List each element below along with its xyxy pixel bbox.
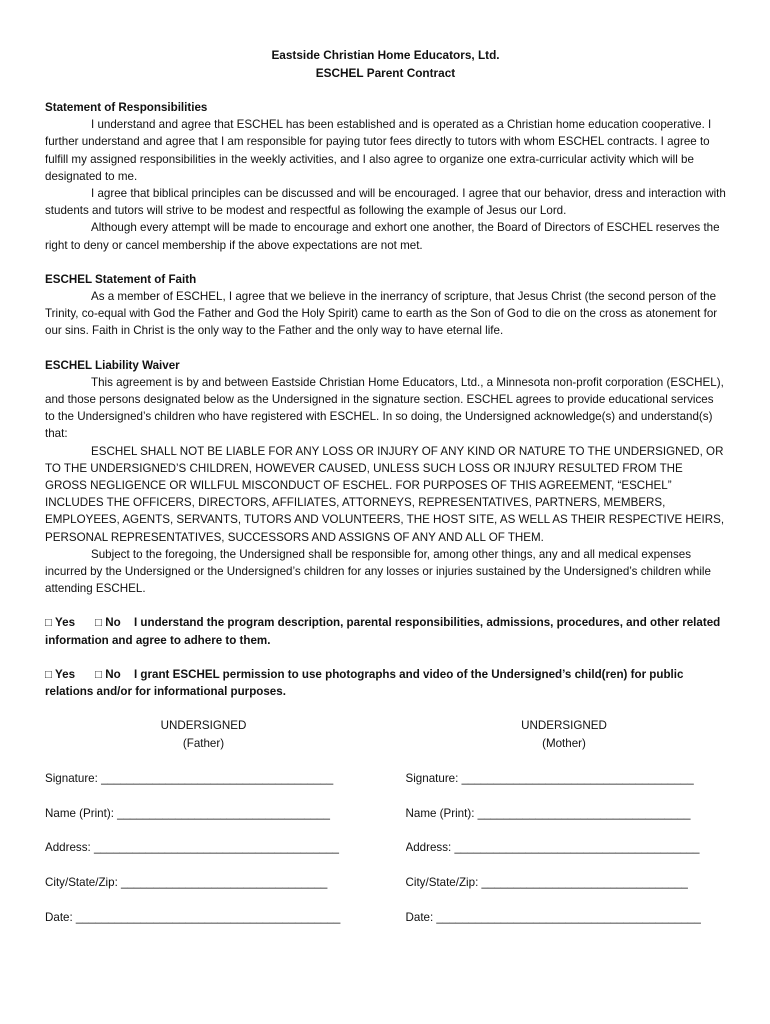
signature-section (45, 717, 726, 943)
paragraph: I understand and agree that ESCHEL has been established and is operated as a Christian home education cooperative. I further understand and agree that I am responsible for paying tutor fees directly to tutors with whom ESCHEL contracts. I agree to fulfill my assigned responsibilities in the weekly activities, and I also agree to organize one extra-curricular activity which will be designated to me. (45, 118, 712, 183)
signer-role: (Mother) (542, 736, 586, 750)
city-state-zip-field[interactable]: City/State/Zip: ________________________________ (405, 876, 688, 890)
section-title: Statement of Responsibilities (45, 101, 208, 114)
section-liability-waiver (45, 357, 726, 598)
consent-program-adherence (45, 614, 726, 648)
no-checkbox[interactable]: □ (95, 616, 103, 630)
paragraph: I agree that biblical principles can be discussed and will be encouraged. I agree that our behavior, dress and interaction with students and tutors will strive to be modest and respectful as following the example of Jesus our Lord. (45, 187, 726, 218)
signature-field[interactable]: Signature: ____________________________________ (45, 772, 334, 786)
no-label: No (105, 616, 121, 630)
section-statement-of-faith (45, 271, 726, 340)
date-field[interactable]: Date: _________________________________________ (405, 910, 701, 924)
address-field[interactable]: Address: ______________________________________ (405, 841, 700, 855)
consent-photo-release (45, 666, 726, 700)
section-responsibilities (45, 99, 726, 254)
signature-field[interactable]: Signature: ____________________________________ (405, 772, 694, 786)
no-checkbox[interactable]: □ (95, 667, 103, 681)
yes-checkbox[interactable]: □ (45, 616, 53, 630)
undersigned-label: UNDERSIGNED (521, 719, 607, 733)
signer-father (45, 717, 386, 943)
paragraph: Although every attempt will be made to encourage and exhort one another, the Board of Directors of ESCHEL reserves the right to deny or cancel membership if the above expectations are not met. (45, 221, 720, 252)
section-title: ESCHEL Statement of Faith (45, 272, 197, 286)
document-title: ESCHEL Parent Contract (315, 65, 456, 80)
signer-role: (Father) (182, 736, 225, 750)
yes-checkbox[interactable]: □ (45, 667, 53, 681)
undersigned-label: UNDERSIGNED (160, 719, 247, 733)
consent-text: I understand the program description, parental responsibilities, admissions, procedures, and other related information and agree to adhere to them. (45, 616, 721, 647)
yes-label: Yes (55, 616, 76, 630)
signer-heading (45, 717, 362, 752)
date-field[interactable]: Date: _________________________________________ (45, 910, 341, 924)
paragraph: This agreement is by and between Eastside Christian Home Educators, Ltd., a Minnesota non-profit corporation (ESCHEL), and those persons designated below as the Undersigned in the signature section. ESCHEL agrees to provide educational services to the Undersigned’s children who have registered with ESCHEL. In so doing, the Undersigned acknowledge(s) and understand(s) that: (45, 375, 724, 441)
organization-name: Eastside Christian Home Educators, Ltd. (271, 48, 500, 62)
name-print-field[interactable]: Name (Print): _________________________________ (405, 806, 691, 820)
city-state-zip-field[interactable]: City/State/Zip: ________________________________ (45, 876, 328, 890)
address-field[interactable]: Address: ______________________________________ (45, 841, 339, 855)
name-print-field[interactable]: Name (Print): _________________________________ (45, 806, 330, 820)
paragraph: As a member of ESCHEL, I agree that we believe in the inerrancy of scripture, that Jesus Christ (the second person of the Trinity, co-equal with God the Father and God the Holy Spirit) came to earth as the Son of God to die on the cross as atonement for our sins. Faith in Christ is the only way to the Father and the only way to have eternal life. (45, 290, 718, 338)
paragraph: Subject to the foregoing, the Undersigned shall be responsible for, among other things, any and all medical expenses incurred by the Undersigned or the Undersigned’s children for any losses or injuries sustained by the Undersigned’s children while attending ESCHEL. (45, 547, 711, 596)
section-title: ESCHEL Liability Waiver (45, 358, 180, 372)
consent-text: I grant ESCHEL permission to use photographs and video of the Undersigned’s child(ren) for public relations and/or for informational purposes. (45, 667, 684, 699)
yes-label: Yes (55, 667, 76, 681)
signer-mother (386, 717, 727, 943)
no-label: No (105, 667, 121, 681)
signer-heading (406, 717, 723, 752)
document-header (45, 47, 726, 82)
waiver-clause: ESCHEL SHALL NOT BE LIABLE FOR ANY LOSS OR INJURY OF ANY KIND OR NATURE TO THE UNDERSIGNED, OR TO THE UNDERSIGNED’S CHILDREN, HOWEVER CAUSED, UNLESS SUCH LOSS OR INJURY RESULTED FROM THE GROSS NEGLIGENCE OR WILLFUL MISCONDUCT OF ESCHEL. FOR PURPOSES OF THIS AGREEMENT, “ESCHEL” INCLUDES THE OFFICERS, DIRECTORS, AFFILIATES, ATTORNEYS, REPRESENTATIVES, PARTNERS, MEMBERS, EMPLOYEES, AGENTS, SERVANTS, TUTORS AND VOLUNTEERS, THE HOST SITE, AS WELL AS THEIR RESPECTIVE HEIRS, PERSONAL REPRESENTATIVES, SUCCESSORS AND ASSIGNS OF ANY AND ALL OF THEM. (45, 444, 725, 544)
